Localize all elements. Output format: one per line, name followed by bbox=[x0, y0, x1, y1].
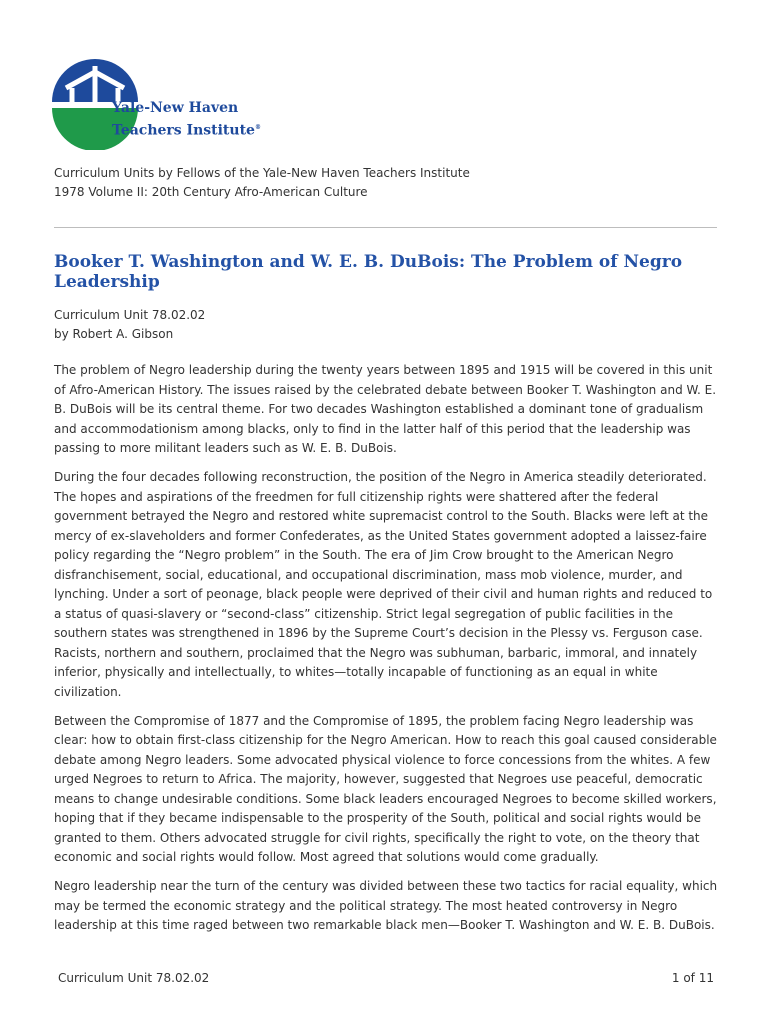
author-byline: by Robert A. Gibson bbox=[54, 327, 174, 341]
body-paragraph: During the four decades following reconstruction, the position of the Negro in America steadily deteriorated. The hopes and aspirations of the freedmen for full citizenship rights were shattered after the federal government betrayed the Negro and restored white supremacist control to the South. Blacks were left at the mercy of ex-slaveholders and former Confederates, as the United States government adopted a laissez-faire policy regarding the “Negro problem” in the South. The era of Jim Crow brought to the American Negro disfranchisement, social, educational, and occupational discrimination, mass mob violence, murder, and lynching. Under a sort of peonage, black people were deprived of their civil and human rights and reduced to a status of quasi-slavery or “second-class” citizenship. Strict legal segregation of public facilities in the southern states was strengthened in 1896 by the Supreme Court’s decision in the Plessy vs. Ferguson case. Racists, northern and southern, proclaimed that the Negro was subhuman, barbaric, immoral, and innately inferior, physically and intellectually, to whites—totally incapable of functioning as an equal in white civilization. bbox=[54, 470, 713, 699]
logo-line-1: Yale-New Haven bbox=[112, 100, 239, 116]
page-number: 1 of 11 bbox=[671, 971, 714, 985]
body-paragraph: Between the Compromise of 1877 and the Compromise of 1895, the problem facing Negro leadership was clear: how to obtain first-class citizenship for the Negro American. How to reach this goal caused considerable debate among Negro leaders. Some advocated physical violence to force concessions from the whites. A few urged Negroes to return to Africa. The majority, however, suggested that Negroes use peaceful, democratic means to change undesirable conditions. Some black leaders encouraged Negroes to become skilled workers, hoping that if they became indispensable to the prosperity of the South, political and social rights would be granted to them. Others advocated struggle for civil rights, specifically the right to vote, on the theory that economic and social rights would follow. Most agreed that solutions would come gradually. bbox=[54, 713, 717, 864]
volume-line: 1978 Volume II: 20th Century Afro-American Culture bbox=[54, 185, 368, 199]
page-title: Booker T. Washington and W. E. B. DuBois: The Problem of Negro Leadership bbox=[54, 252, 683, 292]
institute-logo[interactable] bbox=[52, 58, 292, 150]
body-paragraph: The problem of Negro leadership during the twenty years between 1895 and 1915 will be covered in this unit of Afro-American History. The issues raised by the celebrated debate between Booker T. Washington and W. E. B. DuBois will be its central theme. For two decades Washington established a dominant tone of gradualism and accommodationism among blacks, only to find in the latter half of this period that the leadership was passing to more militant leaders such as W. E. B. DuBois. bbox=[54, 363, 717, 455]
unit-number: Curriculum Unit 78.02.02 bbox=[54, 308, 206, 322]
unit-meta bbox=[54, 306, 205, 344]
collection-line: Curriculum Units by Fellows of the Yale-New Haven Teachers Institute bbox=[54, 166, 470, 180]
body-paragraph: Negro leadership near the turn of the century was divided between these two tactics for racial equality, which may be termed the economic strategy and the political strategy. The most heated controversy in Negro leadership at this time raged between two remarkable black men—Booker T. Washington and W. E. B. DuBois. bbox=[54, 879, 718, 932]
footer-unit: Curriculum Unit 78.02.02 bbox=[58, 971, 210, 985]
collection-info bbox=[54, 164, 470, 202]
header-divider bbox=[54, 227, 717, 228]
logo-line-2-text: Teachers Institute bbox=[112, 122, 255, 139]
page-footer bbox=[54, 971, 714, 989]
document-body bbox=[54, 361, 722, 945]
logo-wordmark bbox=[112, 99, 261, 141]
trademark-mark: ® bbox=[254, 124, 261, 131]
logo-line-2 bbox=[112, 118, 261, 141]
